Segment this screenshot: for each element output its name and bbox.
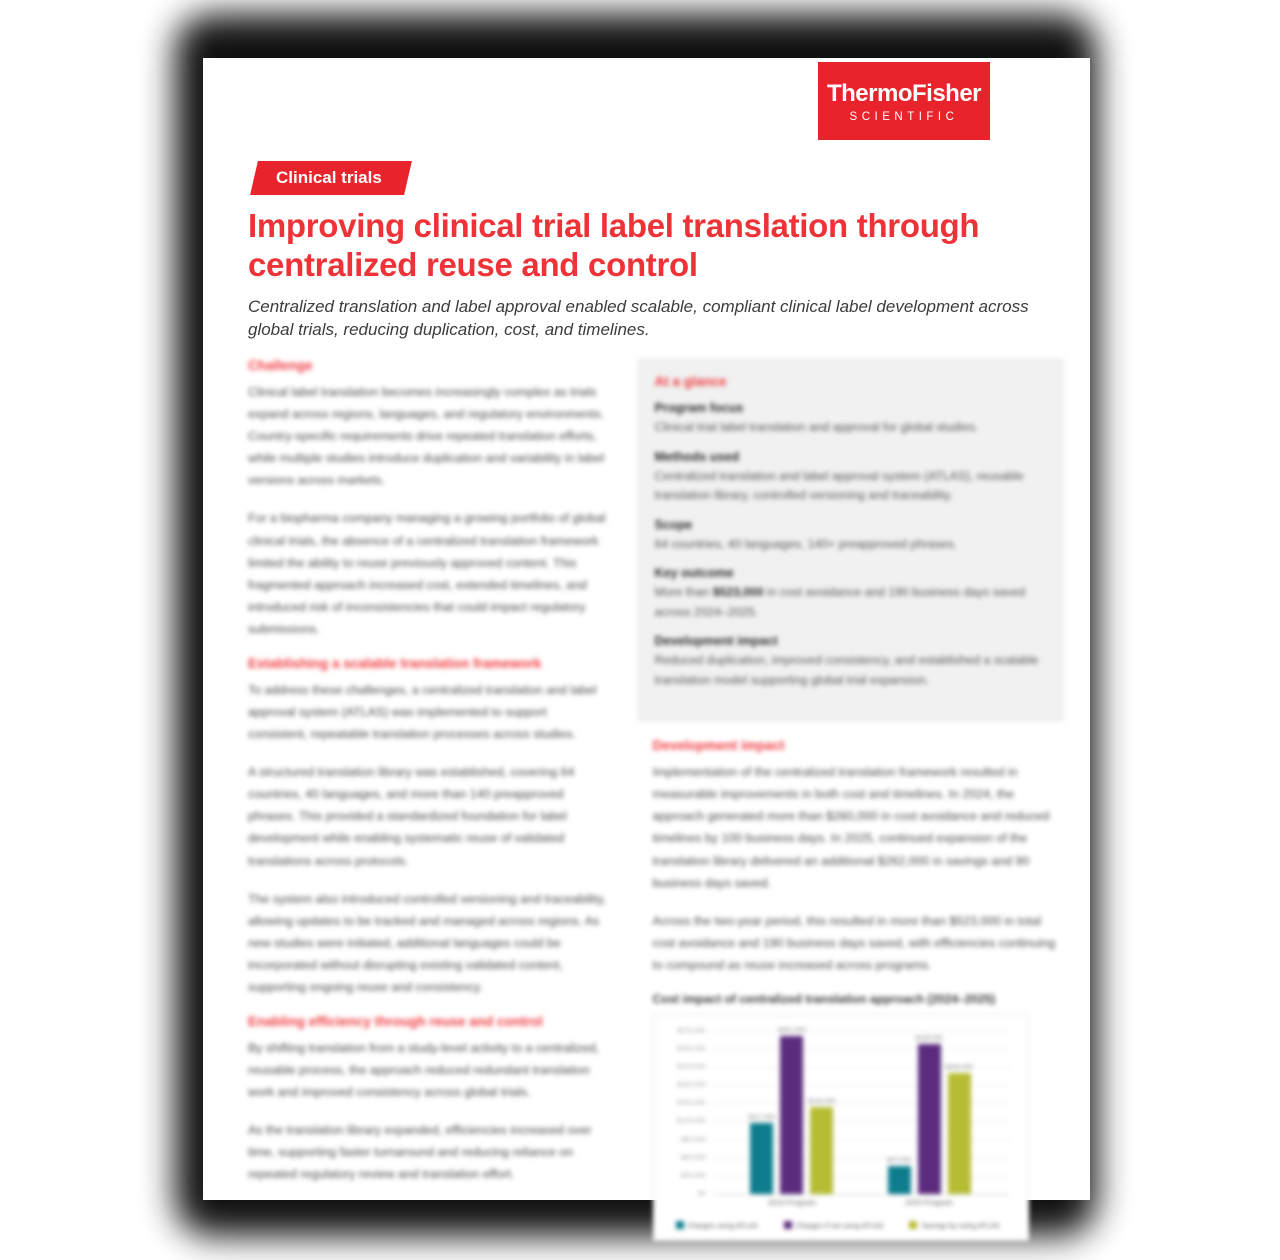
paragraph: Implementation of the centralized translation framework resulted in measurable improvements in both cost and timelines. In 2024, the approach generated more than $260,000 in cost avoidance and reduced timelines by 100 business days. In 2025, continued expansion of the translation library delivered an additional $262,000 in savings and 90 business days saved. (652, 765, 1050, 890)
glance-item-methods-used (655, 450, 1046, 506)
paragraph: For a biopharma company managing a growing portfolio of global clinical trials, the absence of a centralized translation framework limited the ability to reuse previously approved content. This fragmented approach increased cost, extended timelines, and introduced risk of inconsistencies that could impact regulatory submissions. (248, 511, 606, 636)
glance-item-program-focus (655, 401, 1046, 438)
glance-item-scope (655, 518, 1046, 555)
section-efficiency (248, 1014, 609, 1185)
y-axis-tick-label: $90,000 (680, 1136, 706, 1144)
legend-swatch-icon (676, 1221, 684, 1229)
glance-item-key-outcome (655, 566, 1046, 622)
chart-title: Cost impact of centralized translation approach (2024–2025) (652, 991, 996, 1006)
page-subtitle: Centralized translation and label approval enabled scalable, compliant clinical label development across global trials, reducing duplication, cost, and timelines. (248, 297, 1029, 340)
bar-value-label: $47,000 (887, 1156, 911, 1164)
paragraph: By shifting translation from a study-level activity to a centralized, reusable process, the approach reduced redundant translation work and improved consistency across global trials. (248, 1040, 600, 1100)
section-heading: Establishing a scalable translation framework (248, 655, 542, 671)
bar-value-label: $144,000 (808, 1098, 836, 1105)
y-axis-tick-label: $60,000 (680, 1154, 706, 1162)
legend-item (676, 1221, 758, 1230)
y-axis-tick-label: $120,000 (677, 1117, 706, 1125)
outcome-prefix: More than (654, 585, 713, 600)
glance-label: Key outcome (654, 566, 734, 581)
clinical-trials-ribbon (250, 161, 412, 195)
page-content (203, 58, 1090, 1241)
y-axis-tick-label: $30,000 (680, 1172, 706, 1180)
logo-wordmark: ThermoFisher (826, 79, 982, 107)
two-column-layout (248, 358, 1064, 1241)
bar-value-label: $261,000 (778, 1027, 806, 1035)
outcome-suffix: in cost avoidance and 190 business days saved across 2024–2025. (654, 585, 1026, 619)
development-impact-section (637, 738, 1064, 1241)
legend-item (909, 1221, 999, 1230)
at-a-glance-box (637, 358, 1064, 722)
glance-text: Clinical trial label translation and approval for global studies. (654, 420, 979, 435)
paragraph: To address these challenges, a centralized translation and label approval system (ATLAS) was implemented to support consistent, repeatable translation processes across studies. (248, 682, 597, 742)
paragraph: As the translation library expanded, efficiencies increased over time, supporting faster turnaround and reducing reliance on repeated regulatory review and translation effort. (248, 1123, 592, 1182)
chart-plot-wrap (660, 1027, 1020, 1213)
case-study-page (203, 58, 1090, 1230)
bar-value-label: $248,000 (915, 1035, 943, 1043)
ribbon-label: Clinical trials (276, 168, 382, 187)
y-axis-tick-label: $240,000 (677, 1045, 706, 1053)
bar-value-label: $117,000 (748, 1114, 776, 1122)
left-column (248, 358, 609, 1241)
glance-text: 64 countries, 40 languages, 140+ preapproved phrases. (654, 536, 958, 551)
y-axis-tick-label: $270,000 (677, 1027, 706, 1035)
bar-purple (915, 1035, 943, 1194)
y-axis-tick-label: $150,000 (677, 1099, 706, 1107)
paragraph: Across the two-year period, this resulted in more than $523,000 in total cost avoidance and 190 business days saved, with efficiencies continuing to compound as reuse increased across programs. (652, 913, 1056, 972)
glance-text (655, 583, 1046, 622)
bar-olive (808, 1098, 836, 1194)
legend-swatch-icon (784, 1221, 792, 1229)
bar-teal (748, 1114, 776, 1194)
paragraph: The system also introduced controlled versioning and traceability, allowing updates to be tracked and managed across regions. As new studies were initiated, additional languages could be incorporated without disrupting existing validated content, supporting ongoing reuse and consistency. (248, 891, 606, 994)
bar-value-label: $200,000 (945, 1064, 973, 1072)
right-column (637, 358, 1064, 1241)
glance-item-development-impact (655, 634, 1046, 690)
y-gridline (712, 1049, 1010, 1050)
y-axis-tick-label: $210,000 (677, 1063, 706, 1071)
x-axis-category-label: 2025 Program (904, 1197, 954, 1207)
cost-impact-bar-chart (653, 1014, 1029, 1241)
glance-text: Centralized translation and label approval system (ATLAS), reusable translation library, controlled versioning and traceability. (654, 468, 1024, 503)
glance-label: Methods used (654, 449, 740, 464)
legend-item (784, 1221, 884, 1230)
logo-scientific-text: SCIENTIFIC (849, 110, 959, 123)
bar-olive (945, 1064, 973, 1194)
legend-label: Charges using ATLAS (687, 1220, 758, 1230)
development-impact-heading: Development impact (652, 738, 785, 754)
glance-text: Reduced duplication, improved consistency, and established a scalable translation model supporting global trial expansion. (654, 653, 1039, 687)
chart-plot-area (677, 1027, 1010, 1207)
blurred-body (248, 358, 1064, 1241)
legend-label: Savings by using ATLAS (921, 1220, 1000, 1230)
legend-swatch-icon (909, 1221, 917, 1229)
legend-label: Charges if not using ATLAS (795, 1220, 884, 1230)
section-heading: Challenge (248, 358, 313, 374)
y-gridline (712, 1031, 1010, 1032)
glance-label: Development impact (654, 634, 778, 649)
bar-purple (778, 1027, 806, 1194)
thermofisher-logo (818, 62, 990, 140)
x-axis-category-label: 2024 Program (767, 1197, 817, 1207)
y-axis-tick-label: $180,000 (677, 1081, 706, 1089)
section-heading: Enabling efficiency through reuse and control (248, 1013, 543, 1029)
paragraph: A structured translation library was established, covering 64 countries, 40 languages, and more than 140 preapproved phrases. This provided a standardized foundation for label development while enabling systematic reuse of validated translations across protocols. (248, 765, 575, 868)
section-challenge (248, 358, 609, 640)
paragraph: Clinical label translation becomes increasingly complex as trials expand across regions, languages, and regulatory environments. Country-specific requirements drive repeated translation efforts, while multiple studies introduce duplication and variability in label versions across markets. (248, 385, 605, 488)
y-axis-tick-label: $0 (697, 1190, 706, 1198)
bar-teal (887, 1156, 911, 1194)
page-title: Improving clinical trial label translation through centralized reuse and control (248, 207, 980, 283)
glance-label: Program focus (654, 401, 744, 416)
outcome-amount: $523,000 (712, 585, 764, 600)
chart-legend (660, 1213, 1020, 1234)
section-framework (248, 656, 609, 998)
glance-label: Scope (654, 517, 693, 532)
at-a-glance-heading: At a glance (654, 374, 727, 390)
